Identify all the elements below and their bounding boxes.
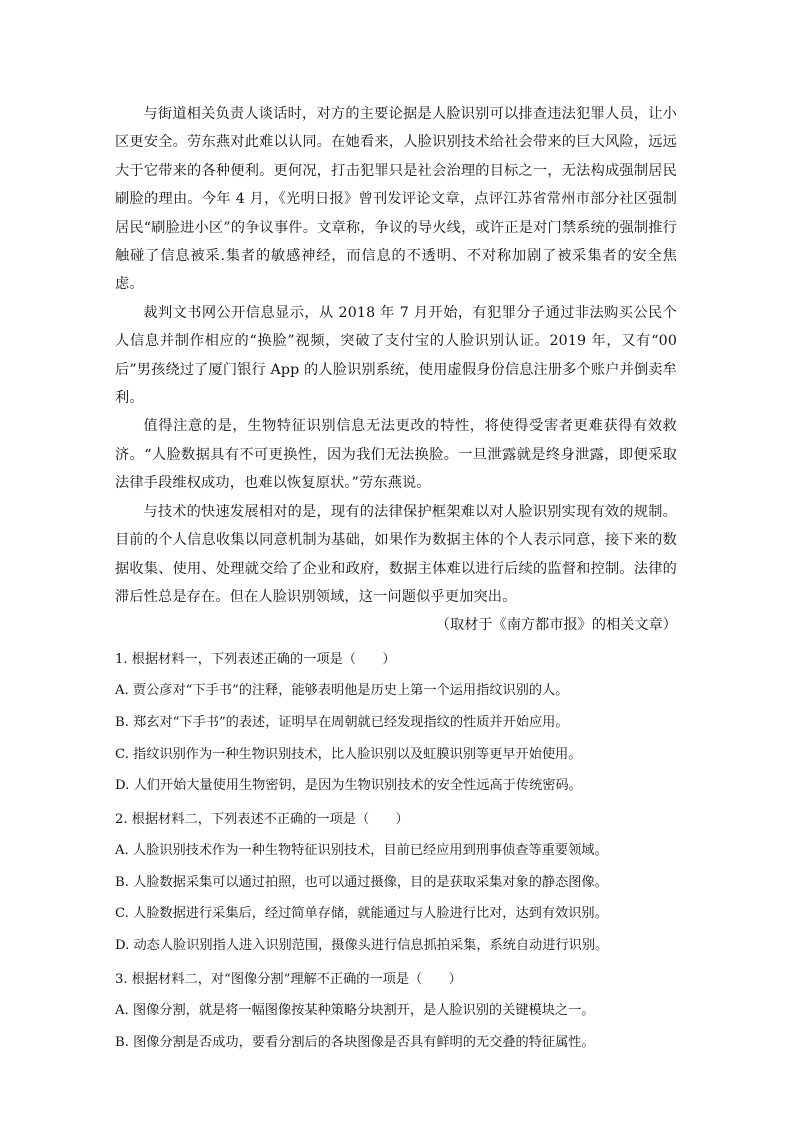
question-2 <box>115 804 677 962</box>
article-body <box>115 100 677 1058</box>
paragraph-2: 裁判文书网公开信息显示，从 2018 年 7 月开始，有犯罪分子通过非法购买公民个人信息并制作相应的“换脸”视频，突破了支付宝的人脸识别认证。2019 年，又有“00 后”男孩绕过了厦门银行 App 的人脸识别系统，使用虚假身份信息注册多个账户并倒卖牟利。 <box>115 304 677 407</box>
paragraph-4: 与技术的快速发展相对的是，现有的法律保护框架难以对人脸识别实现有效的规制。目前的个人信息收集以同意机制为基础，如果作为数据主体的个人表示同意，接下来的数据收集、使用、处理就交给了企业和政府，数据主体难以进行后续的监督和控制。法律的滞后性总是存在。但在人脸识别领域，这一问题似乎更加突出。 <box>115 503 677 605</box>
answer-option: C. 指纹识别作为一种生物识别技术，比人脸识别以及虹膜识别等更早开始使用。 <box>115 746 582 762</box>
question-1 <box>115 644 677 802</box>
answer-option: A. 图像分割，就是将一幅图像按某种策略分块割开，是人脸识别的关键模块之一。 <box>115 1003 595 1019</box>
answer-option: B. 人脸数据采集可以通过拍照，也可以通过摄像，目的是获取采集对象的静态图像。 <box>115 874 608 890</box>
answer-option: C. 人脸数据进行采集后，经过简单存储，就能通过与人脸进行比对，达到有效识别。 <box>115 906 608 922</box>
answer-option: B. 图像分割是否成功，要看分割后的各块图像是否具有鲜明的无交叠的特征属性。 <box>115 1034 595 1050</box>
answer-option: A. 贾公彦对“下手书”的注释，能够表明他是历史上第一个运用指纹识别的人。 <box>115 683 569 699</box>
question-stem: 2. 根据材料二，下列表述不正确的一项是（ ） <box>115 811 409 827</box>
source-citation: （取材于《南方都市报》的相关文章） <box>435 617 677 634</box>
paragraph-3: 值得注意的是，生物特征识别信息无法更改的特性，将使得受害者更难获得有效救济。“人脸数据具有不可更换性，因为我们无法换脸。一旦泄露就是终身泄露，即便采取法律手段维权成功，也难以恢复原状。”劳东燕说。 <box>115 418 677 492</box>
question-stem: 1. 根据材料一，下列表述正确的一项是（ ） <box>115 651 396 667</box>
question-3 <box>115 964 677 1059</box>
answer-option: D. 人们开始大量使用生物密钥，是因为生物识别技术的安全性远高于传统密码。 <box>115 778 582 794</box>
question-stem: 3. 根据材料二，对“图像分割”理解不正确的一项是（ ） <box>115 971 462 987</box>
paragraph-1: 与街道相关负责人谈话时，对方的主要论据是人脸识别可以排查违法犯罪人员，让小区更安全。劳东燕对此难以认同。在她看来，人脸识别技术给社会带来的巨大风险，远远大于它带来的各种便利。更何况，打击犯罪只是社会治理的目标之一，无法构成强制居民刷脸的理由。今年 4 月，《光明日报》曾刊发评论文章，点评江苏省常州市部分社区强制居民“刷脸进小区”的争议事件。文章称，争议的导火线，或许正是对门禁系统的强制推行触碰了信息被采.集者的敏感神经，而信息的不透明、不对称加剧了被采集者的安全焦虑。 <box>115 106 677 293</box>
answer-option: D. 动态人脸识别指人进入识别范围，摄像头进行信息抓拍采集，系统自动进行识别。 <box>115 938 609 954</box>
answer-option: A. 人脸识别技术作为一种生物特征识别技术，目前已经应用到刑事侦查等重要领域。 <box>115 843 608 859</box>
answer-option: B. 郑玄对“下手书”的表述，证明早在周朝就已经发现指纹的性质并开始应用。 <box>115 714 569 730</box>
